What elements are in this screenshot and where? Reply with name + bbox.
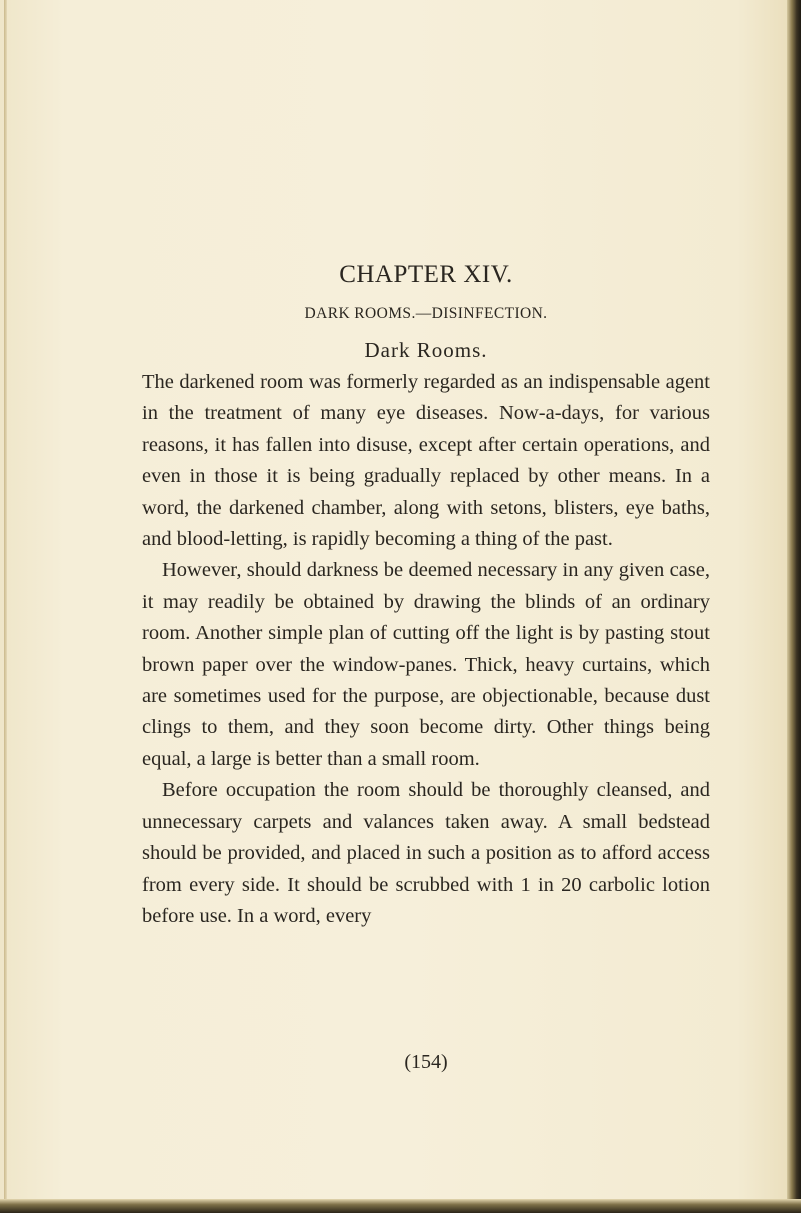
book-edge-bottom — [0, 1199, 801, 1213]
chapter-title: CHAPTER XIV. — [339, 261, 513, 288]
section-title: Dark Rooms. — [364, 338, 488, 362]
page-content — [142, 255, 710, 932]
body-text — [142, 367, 710, 932]
book-edge-right — [787, 0, 801, 1213]
paragraph-3: Before occupation the room should be thoroughly cleansed, and unnecessary carpets and valances taken away. A small bedstead should be provided, and placed in such a position as to afford access from every side. It should be scrubbed with 1 in 20 carbolic lotion before use. In a word, every — [142, 779, 710, 927]
paragraph-1: The darkened room was formerly regarded as an indispensable agent in the treatment of many eye diseases. Now-a-days, for various reasons, it has fallen into disuse, except after certain operations, and even in those it is being gradually replaced by other means. In a word, the darkened chamber, along with setons, blisters, eye baths, and blood-letting, is rapidly becoming a thing of the past. — [142, 371, 710, 551]
page-number: (154) — [404, 1051, 448, 1073]
chapter-subheading: DARK ROOMS.—DISINFECTION. — [304, 305, 548, 322]
paragraph-2: However, should darkness be deemed necessary in any given case, it may readily be obtained by drawing the blinds of an ordinary room. Another simple plan of cutting off the light is by pasting stout brown paper over the window-panes. Thick, heavy curtains, which are sometimes used for the purpose, are objectionable, because dust clings to them, and they soon become dirty. Other things being equal, a large is better than a small room. — [142, 559, 710, 770]
binding-edge — [4, 0, 7, 1213]
